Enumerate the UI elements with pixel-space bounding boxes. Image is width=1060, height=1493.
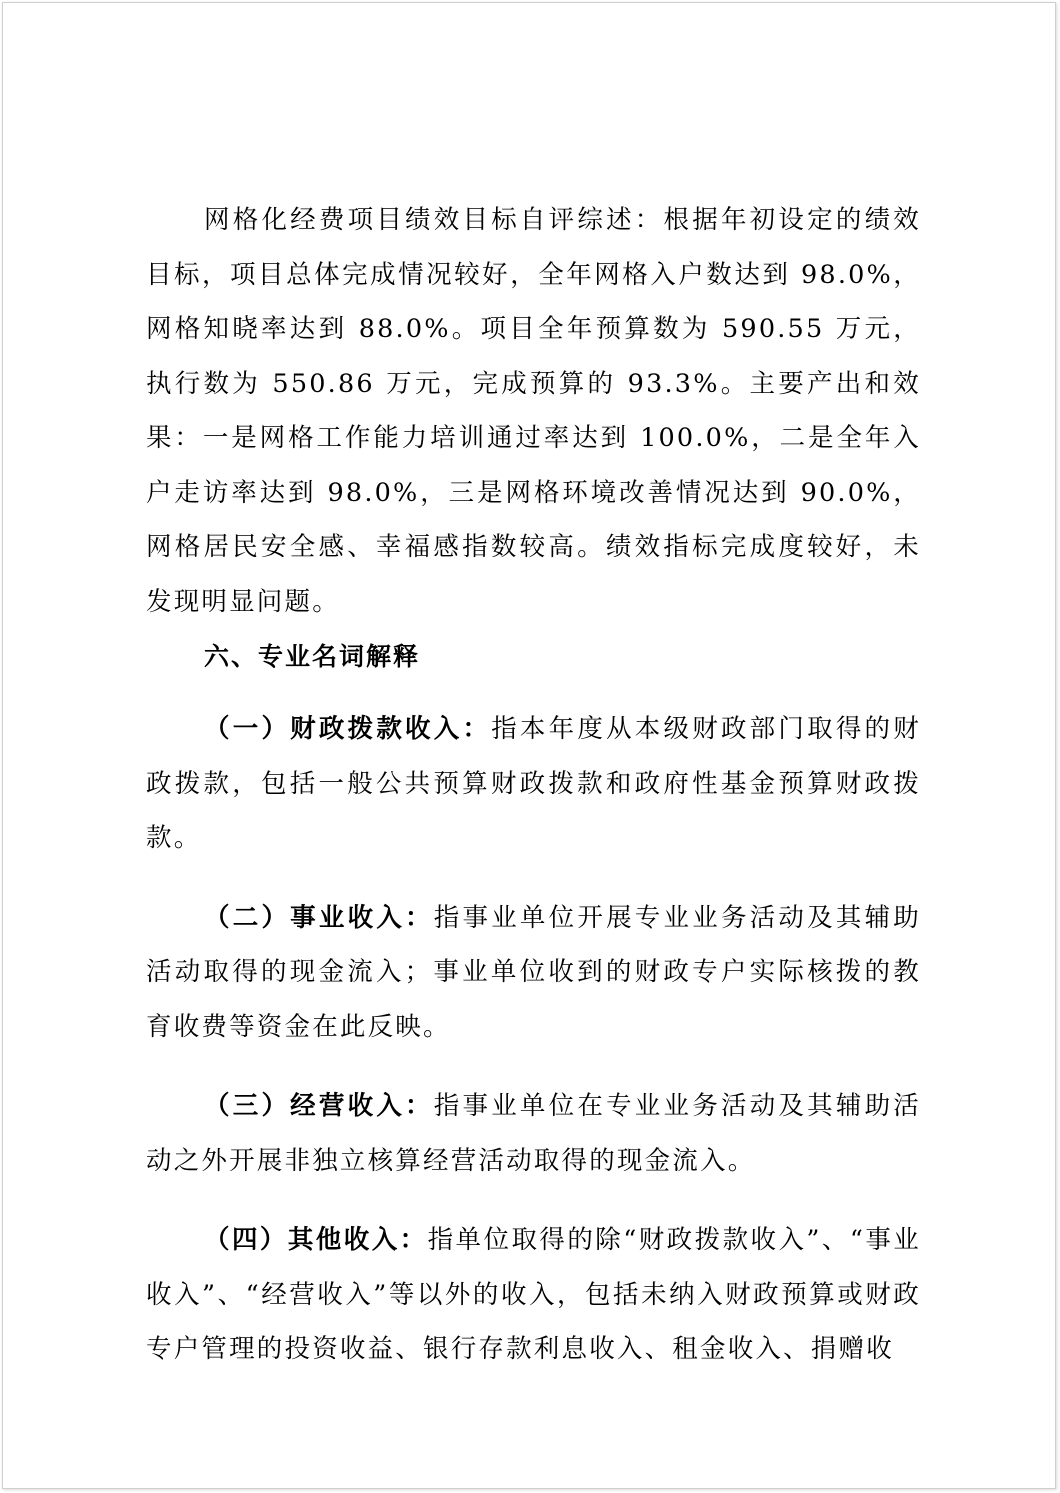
term-operating-income	[146, 1079, 921, 1188]
term-body: 指单位取得的除“财政拨款收入”、“事业收入”、“经营收入”等以外的收入，包括未纳入财政预算或财政专户管理的投资收益、银行存款利息收入、租金收入、捐赠收	[146, 1225, 921, 1364]
term-business-income	[146, 891, 921, 1055]
page-content	[146, 193, 921, 1377]
term-other-income	[146, 1213, 921, 1377]
term-body: 指事业单位在专业业务活动及其辅助活动之外开展非独立核算经营活动取得的现金流入。	[146, 1091, 921, 1176]
term-head: （二）事业收入：	[204, 902, 434, 933]
term-fiscal-appropriation-income	[146, 702, 921, 866]
term-head: （一）财政拨款收入：	[204, 714, 492, 744]
term-body: 指本年度从本级财政部门取得的财政拨款，包括一般公共预算财政拨款和政府性基金预算财政拨款。	[146, 714, 921, 853]
term-head: （三）经营收入：	[204, 1091, 434, 1121]
term-head: （四）其他收入：	[204, 1225, 428, 1255]
performance-summary-paragraph: 网格化经费项目绩效目标自评综述：根据年初设定的绩效目标，项目总体完成情况较好，全年网格入户数达到 98.0%，网格知晓率达到 88.0%。项目全年预算数为 590.55 万元，执行数为 550.86 万元，完成预算的 93.3%。主要产出和效果：一是网格工作能力培训通过率达到 100.0%，二是全年入户走访率达到 98.0%，三是网格环境改善情况达到 90.0%，网格居民安全感、幸福感指数较高。绩效指标完成度较好，未发现明显问题。	[146, 205, 921, 617]
document-page	[2, 2, 1056, 1489]
term-body: 指事业单位开展专业业务活动及其辅助活动取得的现金流入；事业单位收到的财政专户实际核拨的教育收费等资金在此反映。	[146, 902, 921, 1042]
section-heading: 六、专业名词解释	[204, 642, 421, 671]
